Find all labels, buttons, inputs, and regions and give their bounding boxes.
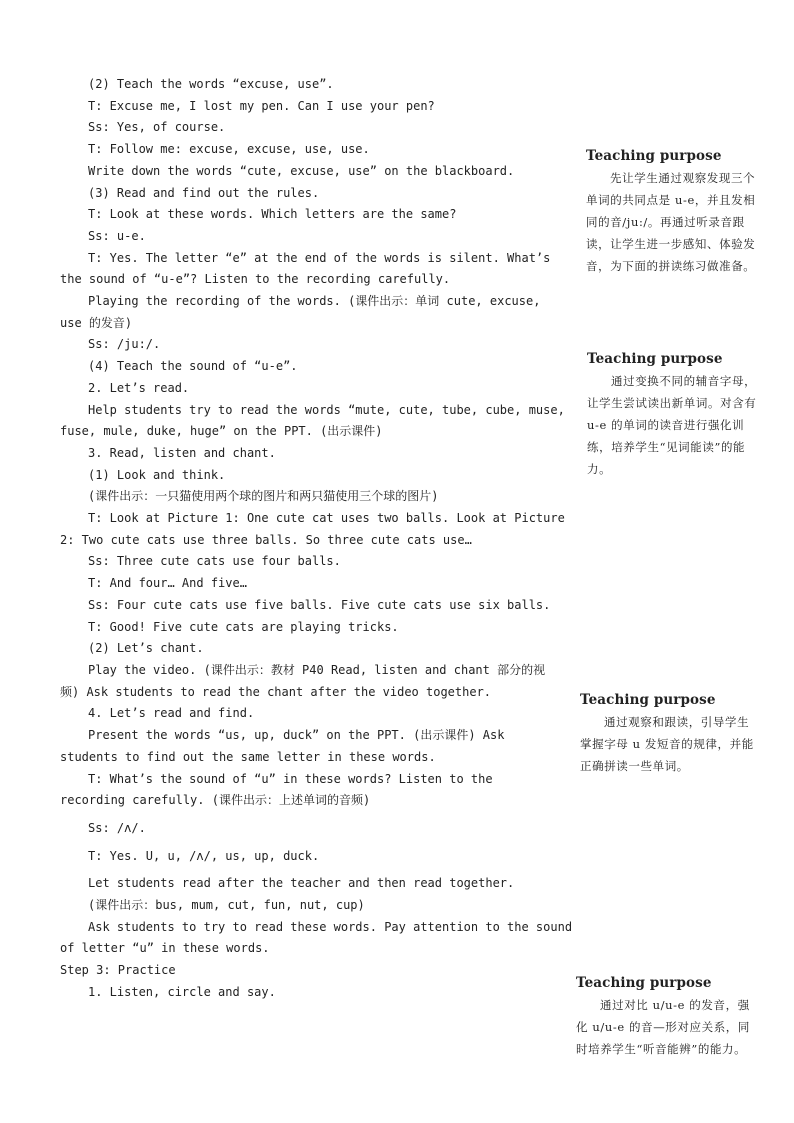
- text-line: T: Good! Five cute cats are playing tricks.: [88, 619, 399, 634]
- text-line: recording carefully. (课件出示：上述单词的音频): [60, 793, 371, 808]
- teaching-purpose-note: [587, 351, 765, 480]
- text-line: students to find out the same letter in these words.: [60, 749, 436, 764]
- text-line: Step 3: Practice: [60, 963, 176, 978]
- note-text: 通过变换不同的辅音字母，让学生尝试读出新单词。对含有 u-e 的单词的读音进行强化训练，培养学生“见词能读”的能力。: [587, 374, 757, 476]
- text-line: T: Look at Picture 1: One cute cat uses two balls. Look at Picture: [88, 511, 565, 526]
- note-heading: Teaching purpose: [576, 975, 712, 991]
- text-line: 频) Ask students to read the chant after the video together.: [60, 684, 492, 699]
- text-line: (2) Teach the words “excuse, use”.: [88, 77, 334, 91]
- note-heading: Teaching purpose: [586, 148, 722, 164]
- note-text: 通过观察和跟读，引导学生掌握字母 u 发短音的规律，并能正确拼读一些单词。: [580, 715, 754, 773]
- text-line: (课件出示：bus, mum, cut, fun, nut, cup): [88, 898, 365, 913]
- note-text: 先让学生通过观察发现三个单词的共同点是 u-e，并且发相同的音/ju:/。再通过听录音跟读，让学生进一步感知、体验发音，为下面的拼读练习做准备。: [586, 171, 756, 273]
- text-line: Ss: /ʌ/.: [88, 820, 146, 835]
- text-line: 1. Listen, circle and say.: [88, 984, 276, 999]
- text-line: of letter “u” in these words.: [60, 941, 270, 956]
- text-line: (1) Look and think.: [88, 467, 226, 482]
- text-line: T: Yes. U, u, /ʌ/, us, up, duck.: [88, 848, 320, 863]
- text-line: Ss: Four cute cats use five balls. Five cute cats use six balls.: [88, 597, 551, 612]
- text-line: Help students try to read the words “mute, cute, tube, cube, muse,: [88, 402, 565, 417]
- lesson-body: [60, 74, 573, 1004]
- text-line: Write down the words “cute, excuse, use” on the blackboard.: [88, 163, 515, 178]
- text-line: 3. Read, listen and chant.: [88, 445, 276, 460]
- text-line: (课件出示：一只猫使用两个球的图片和两只猫使用三个球的图片): [88, 489, 439, 504]
- teaching-purpose-note: [586, 148, 764, 277]
- text-line: Let students read after the teacher and then read together.: [88, 876, 515, 891]
- text-line: Play the video. (课件出示：教材 P40 Read, listen and chant 部分的视: [88, 662, 546, 677]
- text-line: Ss: Yes, of course.: [88, 120, 226, 135]
- text-line: 4. Let’s read and find.: [88, 706, 255, 721]
- text-line: 2. Let’s read.: [88, 380, 190, 395]
- text-line: use 的发音): [60, 315, 133, 330]
- teaching-purpose-note: [580, 692, 758, 777]
- teaching-purpose-note: [576, 975, 754, 1060]
- text-line: (2) Let’s chant.: [88, 641, 204, 656]
- text-line: T: What’s the sound of “u” in these words? Listen to the: [88, 771, 493, 786]
- text-line: T: Excuse me, I lost my pen. Can I use your pen?: [88, 98, 435, 113]
- note-text: 通过对比 u/u-e 的发音，强化 u/u-e 的音—形对应关系，同时培养学生“听音能辨”的能力。: [576, 998, 750, 1056]
- note-heading: Teaching purpose: [587, 351, 723, 367]
- text-line: T: Follow me: excuse, excuse, use, use.: [88, 142, 370, 157]
- text-line: 2: Two cute cats use three balls. So three cute cats use…: [60, 532, 472, 547]
- text-line: Ss: /ju:/.: [88, 337, 161, 352]
- note-heading: Teaching purpose: [580, 692, 716, 708]
- text-line: Ss: u-e.: [88, 228, 146, 243]
- text-line: Ask students to try to read these words. Pay attention to the sound: [88, 919, 573, 934]
- text-line: fuse, mule, duke, huge” on the PPT. (出示课件): [60, 424, 383, 439]
- text-line: Playing the recording of the words. (课件出示：单词 cute, excuse,: [88, 294, 541, 309]
- text-line: T: Yes. The letter “e” at the end of the words is silent. What’s: [88, 250, 551, 265]
- text-line: T: And four… And five…: [88, 576, 247, 591]
- text-line: (4) Teach the sound of “u-e”.: [88, 359, 298, 374]
- text-line: the sound of “u-e”? Listen to the recording carefully.: [60, 272, 451, 287]
- text-line: (3) Read and find out the rules.: [88, 185, 320, 200]
- text-line: Present the words “us, up, duck” on the PPT. (出示课件) Ask: [88, 728, 505, 743]
- text-line: T: Look at these words. Which letters are the same?: [88, 207, 457, 222]
- text-line: Ss: Three cute cats use four balls.: [88, 554, 341, 569]
